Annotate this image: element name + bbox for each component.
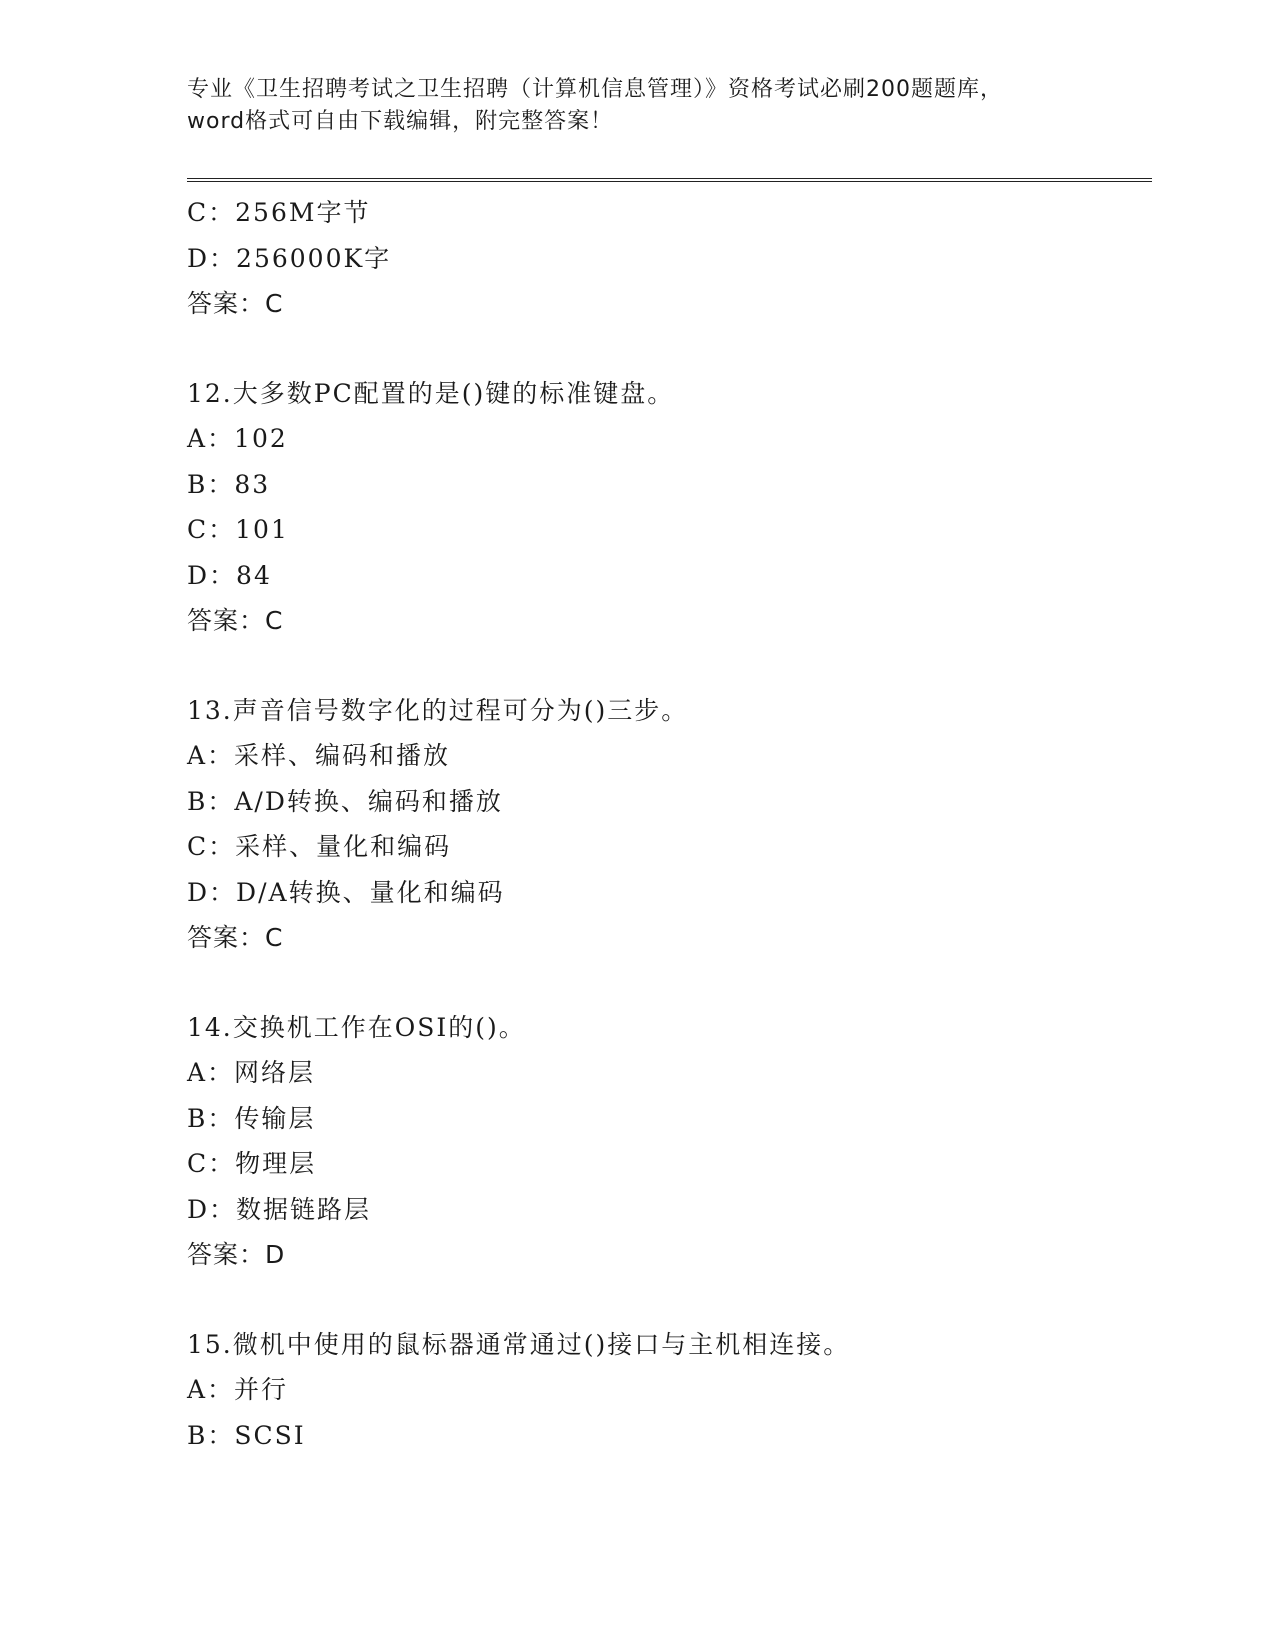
option-d: D：84 [187,560,272,590]
option-c: C：采样、量化和编码 [187,832,452,861]
question-gap [187,644,1147,688]
question-list [187,190,1147,1458]
option-c: C：101 [187,515,289,544]
question-stem: 14.交换机工作在OSI的()。 [187,1012,526,1042]
question-block-partial [187,190,1147,327]
answer-line: 答案：D [187,1240,286,1269]
option-d: D：数据链路层 [187,1194,372,1224]
option-a: A：并行 [187,1375,289,1404]
option-a: A：网络层 [187,1058,316,1087]
option-d: D：D/A转换、量化和编码 [187,877,505,907]
question-block-13 [187,688,1147,961]
option-b: B：A/D转换、编码和播放 [187,786,503,816]
question-block-15 [187,1322,1147,1459]
question-stem: 15.微机中使用的鼠标器通常通过()接口与主机相连接。 [187,1329,851,1359]
header-title-line-2: word格式可自由下载编辑，附完整答案！ [187,109,614,134]
question-block-12 [187,371,1147,644]
question-gap [187,1278,1147,1322]
option-a: A：采样、编码和播放 [187,741,451,770]
question-stem: 13.声音信号数字化的过程可分为()三步。 [187,695,689,725]
option-d: D：256000K字 [187,243,392,273]
header-double-rule [187,178,1152,182]
answer-line: 答案：C [187,606,284,635]
option-a: A：102 [187,424,288,453]
option-b: B：SCSI [187,1420,306,1450]
question-stem: 12.大多数PC配置的是()键的标准键盘。 [187,378,675,408]
option-b: B：传输层 [187,1103,316,1133]
question-gap [187,327,1147,371]
document-header [187,74,1107,138]
answer-line: 答案：C [187,923,284,952]
question-gap [187,961,1147,1005]
header-title-line-1: 专业《卫生招聘考试之卫生招聘（计算机信息管理）》资格考试必刷200题题库， [187,77,1003,102]
option-b: B：83 [187,469,271,499]
option-c: C：物理层 [187,1149,317,1178]
option-c: C：256M字节 [187,198,371,227]
question-block-14 [187,1005,1147,1278]
answer-line: 答案：C [187,289,284,318]
